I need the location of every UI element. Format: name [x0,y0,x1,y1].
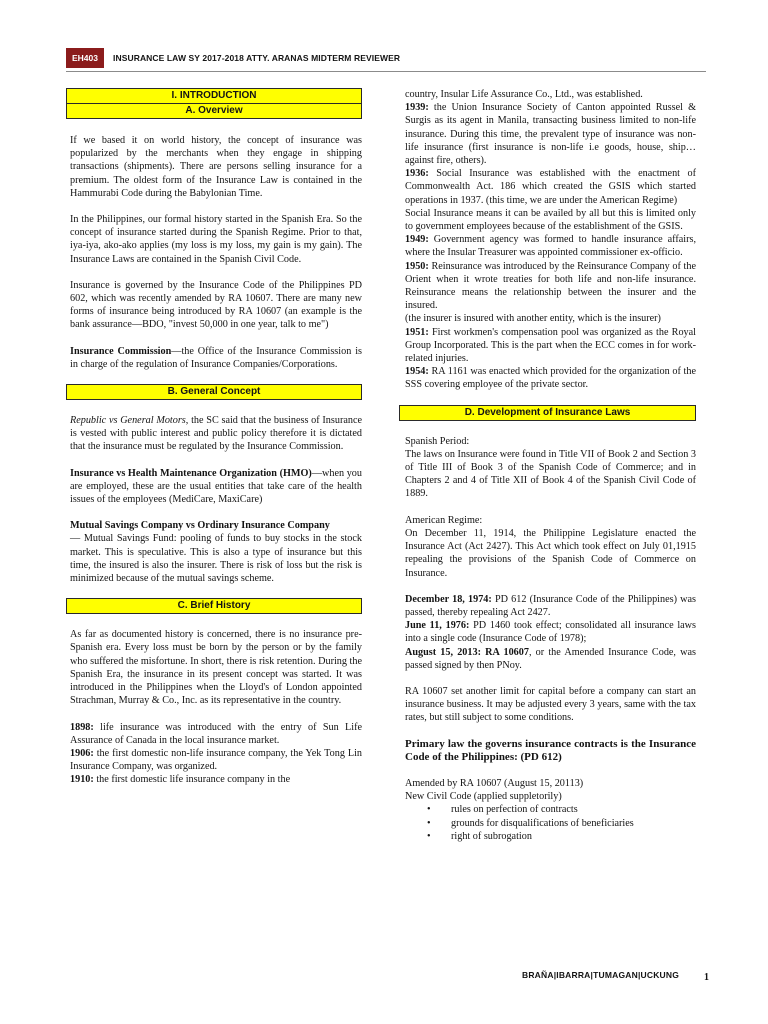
section-title-general-concept: B. General Concept [66,384,362,400]
amended-by-line: Amended by RA 10607 (August 15, 20113) [405,777,584,789]
year-label: 1906: [70,747,94,759]
year-label: 1951: [405,326,429,338]
date-label: June 11, 1976: [405,620,470,632]
history-1951 [405,326,696,366]
spanish-period-label: Spanish Period: [405,435,470,447]
history-1939 [405,101,696,167]
year-text: the Union Insurance Society of Canton appointed Russel & Surgis as its agent in Manila, transacting business limited to non-life insurance. During this time, the prevalent type of insurance was non-life insurance (first insurance is non-life i.e goods, house, ship…against fire, others). [405,102,696,167]
year-label: 1954: [405,366,429,378]
mutual-savings-heading [70,519,362,532]
american-regime-text: On December 11, 1914, the Philippine Legislature enacted the Insurance Act (Act 2427). This Act which took effect on July 01,1915 repealing the provisions of the Spanish Code of Commerce on Insurance. [405,527,696,579]
year-text: First workmen's compensation pool was organized as the Royal Group Incorporated. This is the part when the ECC comes in for work-related injuries. [405,326,696,365]
year-text: Reinsurance was introduced by the Reinsurance Company of the Orient when it wrote treaties for both life and non-life insurance. Reinsurance means the relationship between the insurer and the insured. [405,260,696,312]
year-text: Social Insurance was established with the enactment of Commonwealth Act. 186 which created the GSIS which started operations in 1937. (this time, we are under the American Regime) [405,168,696,206]
history-1898 [70,721,362,747]
hmo-text: —when you are employed, these are the usual entities that take care of the health issues of the employees (MediCare, MaxiCare) [70,467,362,506]
year-label: 1939: [405,102,429,114]
insurance-commission-text: —the Office of the Insurance Commission is in charge of the regulation of Insurance Companies/Corporations. [70,345,362,370]
date-label: December 18, 1974: [405,593,492,605]
list-item: • rules on perfection of contracts [427,803,696,816]
primary-law-statement: Primary law the governs insurance contracts is the Insurance Code of the Philippines: (PD 612) [405,737,696,763]
page-number: 1 [704,972,709,983]
civil-code-line: New Civil Code (applied suppletorily) [405,791,562,803]
year-text: the first domestic life insurance company in the [93,774,291,786]
milestone-2013 [405,646,696,672]
history-1949 [405,233,696,259]
ra-10607-paragraph: RA 10607 set another limit for capital before a company can start an insurance business. It may be adjusted every 3 years, same with the tax rates, but still subject to some conditions. [405,685,696,724]
history-1954 [405,365,696,391]
date-text: , or the Amended Insurance Code, was passed signed by then PNoy. [405,646,696,671]
year-label: 1910: [70,774,94,786]
year-label: 1950: [405,260,429,272]
year-text: Government agency was formed to handle insurance affairs, where the Insular Treasurer was appointed commissioner ex-officio. [405,234,696,259]
left-column [70,88,362,787]
year-text: life insurance was introduced with the entry of Sun Life Assurance of Canada in the local insurance market. [70,721,362,746]
hmo-paragraph [70,467,362,507]
header-divider [66,71,706,72]
date-text: PD 1460 took effect; consolidated all insurance laws into a single code (Insurance Code of 1978); [405,620,697,645]
date-text: PD 612 (Insurance Code of the Philippines) was passed, thereby repealing Act 2427. [405,593,696,618]
overview-paragraph-3: Insurance is governed by the Insurance Code of the Philippines PD 602, which was recently amended by RA 10607. There are many new forms of insurance being introduced by RA 10607 (an example is the bank assurance—BDO, "invest 50,000 in one year, talk to me") [70,279,362,331]
case-name-republic-vs-general-motors: Republic vs General Motors [70,415,186,427]
overview-paragraph-1: If we based it on world history, the concept of insurance was popularized by the merchants when they engage in shipping transactions (shipments). There are persons selling insurance for a premium. The oldest form of the Insurance Law is contained in the Hammurabi Code during the Babylonian Time. [70,135,362,199]
course-code-badge: EH403 [66,48,104,68]
insurance-commission-term: Insurance Commission [70,345,172,357]
civil-code-bullet-list [405,803,696,843]
mutual-savings-term: Mutual Savings Company vs Ordinary Insurance Company [70,520,330,532]
section-title-brief-history: C. Brief History [66,598,362,614]
general-concept-text: , the SC said that the business of Insurance is vested with public interest and public policy therefore it is dictated that the insurance must be regulated by the Insurance Commission. [70,415,362,453]
date-label: August 15, 2013: RA 10607 [405,646,529,658]
american-regime-label: American Regime: [405,514,483,526]
year-label: 1898: [70,721,94,733]
history-1906 [70,747,362,773]
year-label: 1936: [405,168,429,180]
milestone-1974 [405,593,696,619]
year-label: 1949: [405,234,429,246]
list-item: • grounds for disqualifications of beneficiaries [427,817,696,830]
history-paragraph: As far as documented history is concerned, there is no insurance pre-Spanish era. Every loss must be born by the person or by the family who suffered the misfortune. In short, there is risk retention. During the Spanish Era, the insurance in its present concept was started. It was introduced in the Philippines when the Lloyd's of London appointed Strachman, Murray & Co., Inc. as its representative in the country. [70,629,362,707]
spanish-period-text: The laws on Insurance were found in Title VII of Book 2 and Section 3 of Title III of Book 3 of the Spanish Code of Commerce; and in Chapters 2 and 4 of Title XII of Book 4 of the Spanish Civil Code of 1889. [405,448,696,500]
social-insurance-note: Social Insurance means it can be availed by all but this is limited only to government employees because of the establishment of the GSIS. [405,207,696,233]
history-1936 [405,167,696,207]
history-1950 [405,260,696,313]
list-item: • right of subrogation [427,830,696,843]
overview-paragraph-2: In the Philippines, our formal history started in the Spanish Era. So the concept of insurance started during the Spanish Regime. Prior to that, iya-iya, ako-ako applies (my loss is my loss, my gain is my gain). The Insurance Laws are contained in the Spanish Civil Code. [70,214,362,265]
insurance-commission-paragraph [70,345,362,371]
year-text: the first domestic non-life insurance company, the Yek Tong Lin Insurance Company, was organized. [70,747,362,773]
reinsurance-note: (the insurer is insured with another entity, which is the insurer) [405,313,661,325]
general-concept-paragraph [70,414,362,454]
mutual-savings-text: — Mutual Savings Fund: pooling of funds to buy stocks in the stock market. This is speculative. This is also a type of insurance but this time, the insured is also the insurer. There is risk of loss but the risk is minimized because of the mutual savings scheme. [70,533,362,585]
milestone-1976 [405,619,696,645]
right-column [405,88,696,843]
year-text: RA 1161 was enacted which provided for the organization of the SSS covering employee of the private sector. [405,366,696,391]
footer-authors: BRAÑA|IBARRA|TUMAGAN|UCKUNG [522,970,680,980]
history-1910-continued: country, Insular Life Assurance Co., Ltd., was established. [405,89,643,100]
document-header-title: INSURANCE LAW SY 2017-2018 ATTY. ARANAS MIDTERM REVIEWER [113,53,401,63]
section-title-overview: A. Overview [66,104,362,119]
section-title-introduction: I. INTRODUCTION [66,88,362,104]
section-title-development: D. Development of Insurance Laws [399,405,696,421]
history-1910 [70,773,362,786]
hmo-term: Insurance vs Health Maintenance Organization (HMO) [70,467,312,479]
